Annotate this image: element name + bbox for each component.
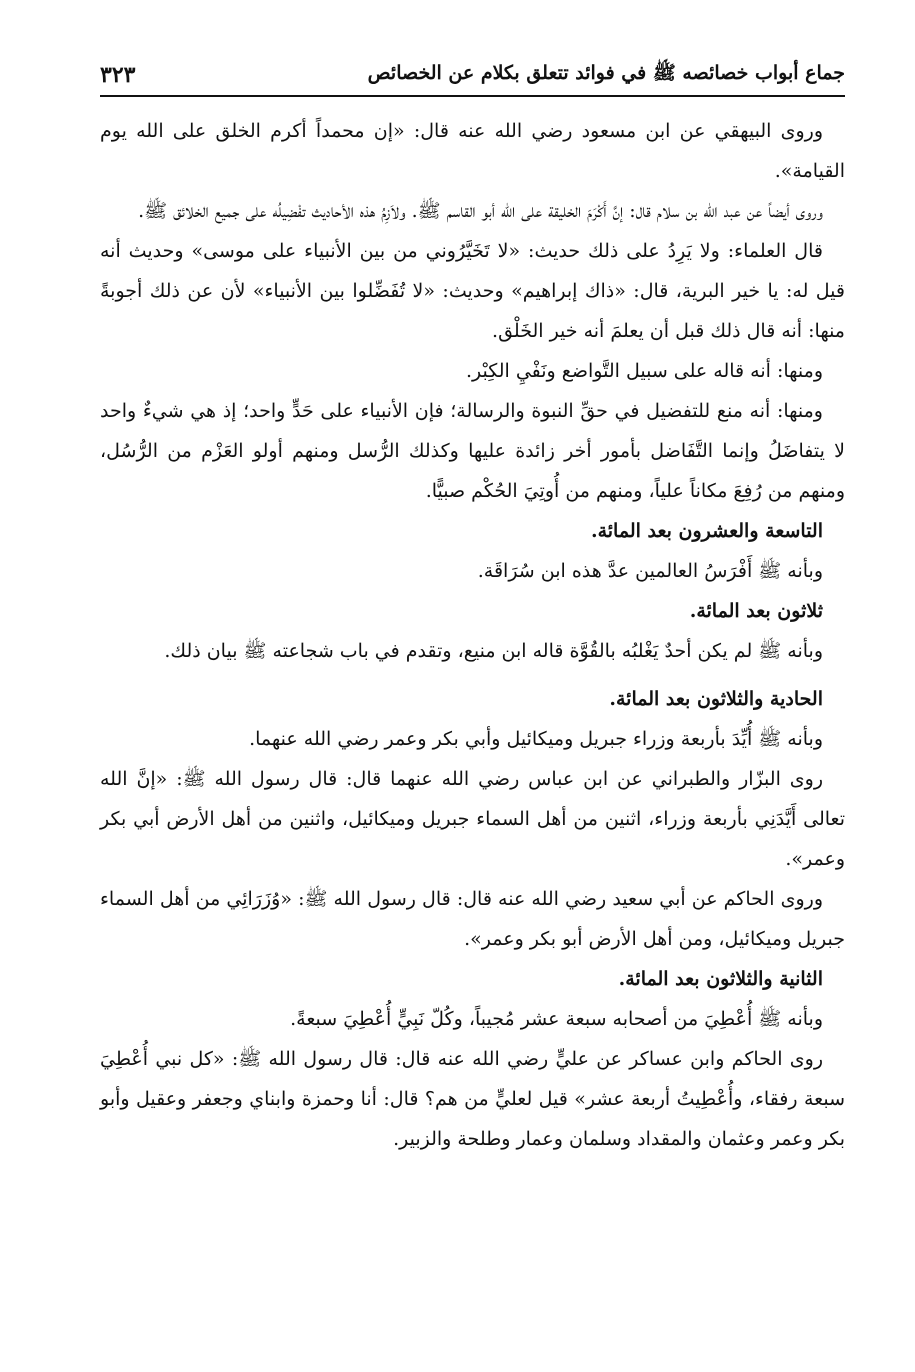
page-body [100, 97, 845, 1159]
paragraph: وروى الحاكم عن أبي سعيد رضي الله عنه قال: قال رسول الله ﷺ: «وُزَرَائِي من أهل السماء جبريل وميكائيل، ومن أهل الأرض أبو بكر وعمر». [100, 888, 845, 950]
paragraph: وبأنه ﷺ أَفْرَسُ العالمين عدَّ هذه ابن سُرَاقَة. [477, 560, 823, 582]
paragraph: وروى أيضاً عن عبد الله بن سلام قال: إنَّ أَكْرَمَ الخليقة على الله أبو القاسم ﷺ. ولاَزِمُ هذه الأحاديث تفْضِيلُه على جميع الخلائق ﷺ. [138, 200, 823, 222]
paragraph: روى البزّار والطبراني عن ابن عباس رضي الله عنهما قال: قال رسول الله ﷺ: «إنَّ الله تعالى أَيَّدَنِي بأربعة وزراء، اثنين من أهل السماء جبريل وميكائيل، واثنين من أهل الأرض أبي بكر وعمر». [100, 768, 845, 870]
paragraph: وبأنه ﷺ أُعْطِيَ من أصحابه سبعة عشر مُجيباً، وكُلّ نَبِيٍّ أُعْطِيَ سبعةً. [290, 1008, 823, 1030]
page-number: ٣٢٣ [100, 62, 136, 88]
running-title: جماع أبواب خصائصه ﷺ في فوائد تتعلق بكلام عن الخصائص [367, 62, 845, 84]
paragraph: ومنها: أنه قاله على سبيل التَّواضع ونَفْيِ الكِبْر. [465, 360, 823, 382]
paragraph: قال العلماء: ولا يَرِدُ على ذلك حديث: «لا تَخَيَّرُوني من بين الأنبياء على موسى» وحديث أنه قيل له: يا خير البرية، قال: «ذاك إبراهيم» وحديث: «لا تُفَضِّلوا بين الأنبياء» لأن عن ذلك أجوبةً منها: أنه قال ذلك قبل أن يعلمَ أنه خير الخَلْق. [100, 240, 845, 342]
paragraph: وبأنه ﷺ لم يكن أحدٌ يَغْلبُه بالقُوَّة قاله ابن منيع، وتقدم في باب شجاعته ﷺ بيان ذلك. [164, 640, 823, 662]
paragraph: ومنها: أنه منع للتفضيل في حقِّ النبوة والرسالة؛ فإن الأنبياء على حَدٍّ واحد؛ إذ هي شيءٌ واحد لا يتفاضَلُ وإنما التَّفَاضل بأمور أخر زائدة عليها وكذلك الرُّسل ومنهم أولو العَزْم من الرُّسُل، ومنهم من رُفِعَ مكاناً علياً، ومنهم من أُوتِيَ الحُكْم صبيًّا. [100, 400, 845, 502]
book-page [100, 55, 845, 1355]
paragraph: وبأنه ﷺ أُيِّدَ بأربعة وزراء جبريل وميكائيل وأبي بكر وعمر رضي الله عنهما. [249, 728, 823, 750]
section-heading: ثلاثون بعد المائة. [689, 600, 823, 622]
page-header [100, 55, 845, 97]
paragraph: وروى البيهقي عن ابن مسعود رضي الله عنه قال: «إن محمداً أكرم الخلق على الله يوم القيامة». [100, 120, 845, 182]
paragraph: روى الحاكم وابن عساكر عن عليٍّ رضي الله عنه قال: قال رسول الله ﷺ: «كل نبي أُعْطِيَ سبعة رفقاء، وأُعْطِيتُ أربعة عشر» قيل لعليٍّ من هم؟ قال: أنا وحمزة وابناي وجعفر وعقيل وأبو بكر وعمر وعثمان والمقداد وسلمان وعمار وطلحة والزبير. [100, 1048, 845, 1150]
section-heading: الثانية والثلاثون بعد المائة. [618, 968, 823, 990]
section-heading: الحادية والثلاثون بعد المائة. [609, 688, 823, 710]
section-heading: التاسعة والعشرون بعد المائة. [590, 520, 823, 542]
